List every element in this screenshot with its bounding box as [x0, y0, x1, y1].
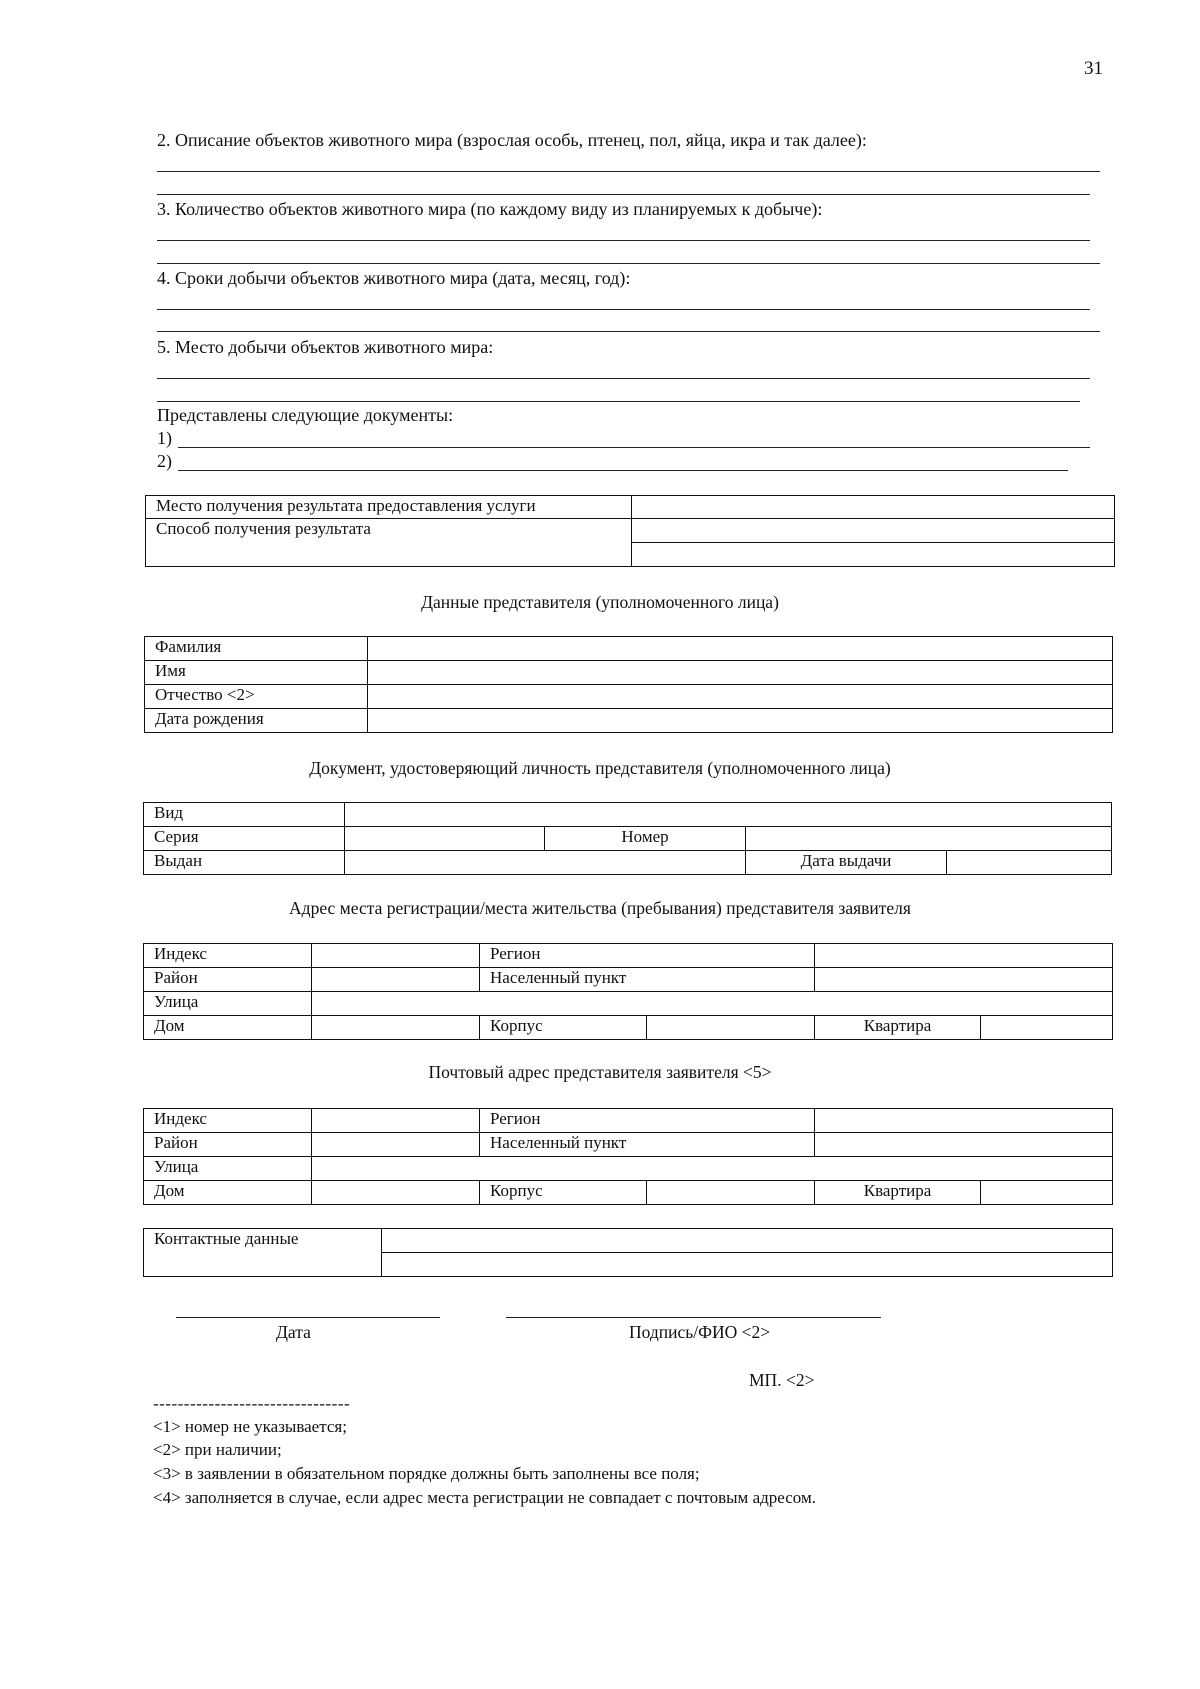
representative-heading: Данные представителя (уполномоченного лица): [421, 592, 779, 612]
doc-type-label: Вид: [144, 803, 345, 827]
document-item-2-label: 2): [157, 451, 172, 471]
doc-series-field[interactable]: [345, 827, 545, 851]
question-5: 5. Место добычи объектов животного мира:: [157, 337, 494, 357]
reg-district-field[interactable]: [312, 968, 480, 992]
reg-locality-field[interactable]: [815, 968, 1113, 992]
name-field[interactable]: [368, 661, 1113, 685]
post-house-field[interactable]: [312, 1181, 480, 1205]
answer-line[interactable]: [157, 331, 1100, 332]
post-district-label: Район: [144, 1133, 312, 1157]
contact-table: [143, 1228, 1113, 1277]
post-house-label: Дом: [144, 1181, 312, 1205]
patronymic-field[interactable]: [368, 685, 1113, 709]
result-method-field-1[interactable]: [632, 519, 1115, 543]
id-document-heading: Документ, удостоверяющий личность представителя (уполномоченного лица): [309, 758, 891, 778]
doc-issued-field[interactable]: [345, 851, 746, 875]
post-street-label: Улица: [144, 1157, 312, 1181]
document-item-1-line[interactable]: [178, 447, 1090, 448]
reg-region-field[interactable]: [815, 944, 1113, 968]
birth-date-label: Дата рождения: [145, 709, 368, 733]
postal-address-heading: Почтовый адрес представителя заявителя <5>: [428, 1062, 772, 1082]
reg-apartment-field[interactable]: [981, 1016, 1113, 1040]
reg-street-field[interactable]: [312, 992, 1113, 1016]
post-locality-field[interactable]: [815, 1133, 1113, 1157]
footnote-3: <3> в заявлении в обязательном порядке должны быть заполнены все поля;: [153, 1464, 700, 1483]
stamp-label: МП. <2>: [749, 1370, 815, 1390]
representative-table: [144, 636, 1113, 733]
answer-line[interactable]: [157, 171, 1100, 172]
question-3: 3. Количество объектов животного мира (по каждому виду из планируемых к добыче):: [157, 199, 823, 219]
post-apartment-label: Квартира: [815, 1181, 981, 1205]
post-building-field[interactable]: [647, 1181, 815, 1205]
result-table: [145, 495, 1115, 567]
reg-district-label: Район: [144, 968, 312, 992]
post-building-label: Корпус: [480, 1181, 647, 1205]
document-item-2-line[interactable]: [178, 470, 1068, 471]
reg-building-label: Корпус: [480, 1016, 647, 1040]
doc-number-label: Номер: [545, 827, 746, 851]
post-locality-label: Населенный пункт: [480, 1133, 815, 1157]
signature-line[interactable]: [506, 1317, 881, 1318]
post-district-field[interactable]: [312, 1133, 480, 1157]
id-document-table: [143, 802, 1112, 875]
doc-number-field[interactable]: [746, 827, 1112, 851]
surname-field[interactable]: [368, 637, 1113, 661]
reg-street-label: Улица: [144, 992, 312, 1016]
name-label: Имя: [145, 661, 368, 685]
birth-date-field[interactable]: [368, 709, 1113, 733]
doc-issued-label: Выдан: [144, 851, 345, 875]
answer-line[interactable]: [157, 240, 1090, 241]
patronymic-label: Отчество <2>: [145, 685, 368, 709]
post-region-field[interactable]: [815, 1109, 1113, 1133]
post-street-field[interactable]: [312, 1157, 1113, 1181]
reg-house-field[interactable]: [312, 1016, 480, 1040]
answer-line[interactable]: [157, 309, 1090, 310]
answer-line[interactable]: [157, 194, 1090, 195]
result-method-label: Способ получения результата: [146, 519, 632, 567]
postal-address-table: [143, 1108, 1113, 1205]
document-item-1-label: 1): [157, 428, 172, 448]
footnote-separator: --------------------------------: [153, 1394, 351, 1413]
post-apartment-field[interactable]: [981, 1181, 1113, 1205]
result-place-field[interactable]: [632, 496, 1115, 519]
result-place-label: Место получения результата предоставления услуги: [146, 496, 632, 519]
post-index-field[interactable]: [312, 1109, 480, 1133]
footnote-4: <4> заполняется в случае, если адрес места регистрации не совпадает с почтовым адресом.: [153, 1488, 816, 1507]
reg-region-label: Регион: [480, 944, 815, 968]
question-4: 4. Сроки добычи объектов животного мира (дата, месяц, год):: [157, 268, 631, 288]
footnote-1: <1> номер не указывается;: [153, 1417, 347, 1436]
reg-apartment-label: Квартира: [815, 1016, 981, 1040]
answer-line[interactable]: [157, 378, 1090, 379]
doc-issue-date-field[interactable]: [947, 851, 1112, 875]
surname-label: Фамилия: [145, 637, 368, 661]
doc-type-field[interactable]: [345, 803, 1112, 827]
contact-field-1[interactable]: [382, 1229, 1113, 1253]
answer-line[interactable]: [157, 401, 1080, 402]
date-signature-line[interactable]: [176, 1317, 440, 1318]
documents-label: Представлены следующие документы:: [157, 405, 454, 425]
result-method-field-2[interactable]: [632, 543, 1115, 567]
reg-house-label: Дом: [144, 1016, 312, 1040]
footnote-2: <2> при наличии;: [153, 1440, 282, 1459]
signature-label: Подпись/ФИО <2>: [629, 1322, 771, 1342]
date-label: Дата: [276, 1322, 311, 1342]
answer-line[interactable]: [157, 263, 1100, 264]
contact-label: Контактные данные: [144, 1229, 382, 1277]
reg-locality-label: Населенный пункт: [480, 968, 815, 992]
reg-index-label: Индекс: [144, 944, 312, 968]
registration-address-heading: Адрес места регистрации/места жительства (пребывания) представителя заявителя: [289, 898, 911, 918]
doc-issue-date-label: Дата выдачи: [746, 851, 947, 875]
doc-series-label: Серия: [144, 827, 345, 851]
registration-address-table: [143, 943, 1113, 1040]
contact-field-2[interactable]: [382, 1253, 1113, 1277]
post-region-label: Регион: [480, 1109, 815, 1133]
page-number: 31: [1084, 58, 1103, 79]
question-2: 2. Описание объектов животного мира (взрослая особь, птенец, пол, яйца, икра и так далее):: [157, 130, 867, 150]
post-index-label: Индекс: [144, 1109, 312, 1133]
reg-index-field[interactable]: [312, 944, 480, 968]
reg-building-field[interactable]: [647, 1016, 815, 1040]
